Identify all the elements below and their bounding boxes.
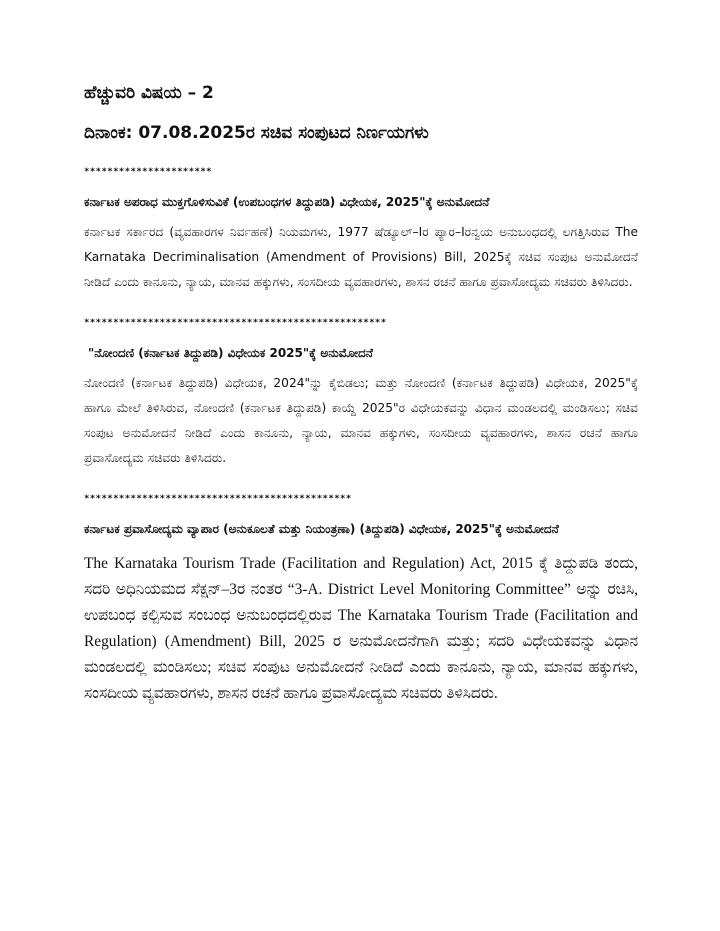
section-body: The Karnataka Tourism Trade (Facilitation and Regulation) Act, 2015 ಕ್ಕೆ ತಿದ್ದುಪಡಿ ತಂದು, ಸದರಿ ಅಧಿನಿಯಮದ ಸೆಕ್ಷನ್–3ರ ನಂತರ “3-A. District Level Monitoring Committee” ಅನ್ನು ರಚಿಸಿ, ಉಪಬಂಧ ಕಲ್ಪಿಸುವ ಸಂಬಂಧ ಅನುಬಂಧದಲ್ಲಿರುವ The Karnataka Tourism Trade (Facilitation and Regulation) (Amendment) Bill, 2025 ರ ಅನುಮೋದನೆಗಾಗಿ ಮತ್ತು; ಸದರಿ ವಿಧೇಯಕವನ್ನು ವಿಧಾನ ಮಂಡಲದಲ್ಲಿ ಮಂಡಿಸಲು; ಸಚಿವ ಸಂಪುಟ ಅನುಮೋದನೆ ನೀಡಿದೆ ಎಂದು ಕಾನೂನು, ನ್ಯಾಯ, ಮಾನವ ಹಕ್ಕುಗಳು, ಸಂಸದೀಯ ವ್ಯವಹಾರಗಳು, ಶಾಸನ ರಚನೆ ಹಾಗೂ ಪ್ರವಾಸೋದ್ಯಮ ಸಚಿವರು ತಿಳಿಸಿದರು.: [84, 555, 638, 702]
section-title: ಕರ್ನಾಟಕ ಪ್ರವಾಸೋದ್ಯಮ ವ್ಯಾಪಾರ (ಅನುಕೂಲತೆ ಮತ್ತು ನಿಯಂತ್ರಣಾ) (ತಿದ್ದುಪಡಿ) ವಿಧೇಯಕ, 2025"ಕ್ಕೆ ಅನುಮೋದನೆ: [84, 522, 559, 536]
document-heading: ಹೆಚ್ಚುವರಿ ವಿಷಯ – 2: [84, 83, 214, 103]
section-body: ಕರ್ನಾಟಕ ಸರ್ಕಾರದ (ವ್ಯವಹಾರಗಳ ನಿರ್ವಹಣೆ) ನಿಯಮಗಳು, 1977 ಷೆಡ್ಯೂಲ್–Iರ ಪ್ಯಾರ–Iರನ್ವಯ ಅನುಬಂಧದಲ್ಲಿ ಲಗತ್ತಿಸಿರುವ The Karnataka Decriminalisation (Amendment of Provisions) Bill, 2025ಕ್ಕೆ ಸಚಿವ ಸಂಪುಟ ಅನುಮೋದನೆ ನೀಡಿದೆ ಎಂದು ಕಾನೂನು, ನ್ಯಾಯ, ಮಾನವ ಹಕ್ಕುಗಳು, ಸಂಸದೀಯ ವ್ಯವಹಾರಗಳು, ಶಾಸನ ರಚನೆ ಹಾಗೂ ಪ್ರವಾಸೋದ್ಯಮ ಸಚಿವರು ತಿಳಿಸಿದರು.: [84, 225, 638, 289]
document-page: [84, 82, 638, 707]
separator: **********************************************: [84, 494, 352, 504]
document-date-heading: ದಿನಾಂಕ: 07.08.2025ರ ಸಚಿವ ಸಂಪುಟದ ನಿರ್ಣಯಗಳು: [84, 123, 429, 143]
section-tourism-trade-bill: [84, 519, 638, 707]
section-body: ನೋಂದಣಿ (ಕರ್ನಾಟಕ ತಿದ್ದುಪಡಿ) ವಿಧೇಯಕ, 2024"ನ್ನು ಕೈಬಿಡಲು; ಮತ್ತು ನೋಂದಣಿ (ಕರ್ನಾಟಕ ತಿದ್ದುಪಡಿ) ವಿಧೇಯಕ, 2025"ಕ್ಕೆ ಹಾಗೂ ಮೇಲೆ ತಿಳಿಸಿರುವ, ನೋಂದಣಿ (ಕರ್ನಾಟಕ ತಿದ್ದುಪಡಿ) ಕಾಯ್ದೆ 2025"ರ ವಿಧೇಯಕವನ್ನು ವಿಧಾನ ಮಂಡಲದಲ್ಲಿ ಮಂಡಿಸಲು; ಸಚಿವ ಸಂಪುಟ ಅನುಮೋದನೆ ನೀಡಿದೆ ಎಂದು ಕಾನೂನು, ನ್ಯಾಯ, ಮಾನವ ಹಕ್ಕುಗಳು, ಸಂಸದೀಯ ವ್ಯವಹಾರಗಳು, ಶಾಸನ ರಚನೆ ಹಾಗೂ ಪ್ರವಾಸೋದ್ಯಮ ಸಚಿವರು ತಿಳಿಸಿದರು.: [84, 376, 638, 465]
section-decriminalisation-bill: [84, 192, 638, 295]
section-title: ಕರ್ನಾಟಕ ಅಪರಾಧ ಮುಕ್ತಗೊಳಿಸುವಿಕೆ (ಉಪಬಂಧಗಳ ತಿದ್ದುಪಡಿ) ವಿಧೇಯಕ, 2025"ಕ್ಕೆ ಅನುಮೋದನೆ: [84, 195, 490, 209]
section-registration-bill: [84, 343, 638, 471]
separator: **********************: [84, 167, 213, 177]
separator: ****************************************************: [84, 318, 387, 328]
section-title: "ನೋಂದಣಿ (ಕರ್ನಾಟಕ ತಿದ್ದುಪಡಿ) ವಿಧೇಯಕ 2025"ಕ್ಕೆ ಅನುಮೋದನೆ: [88, 346, 373, 360]
